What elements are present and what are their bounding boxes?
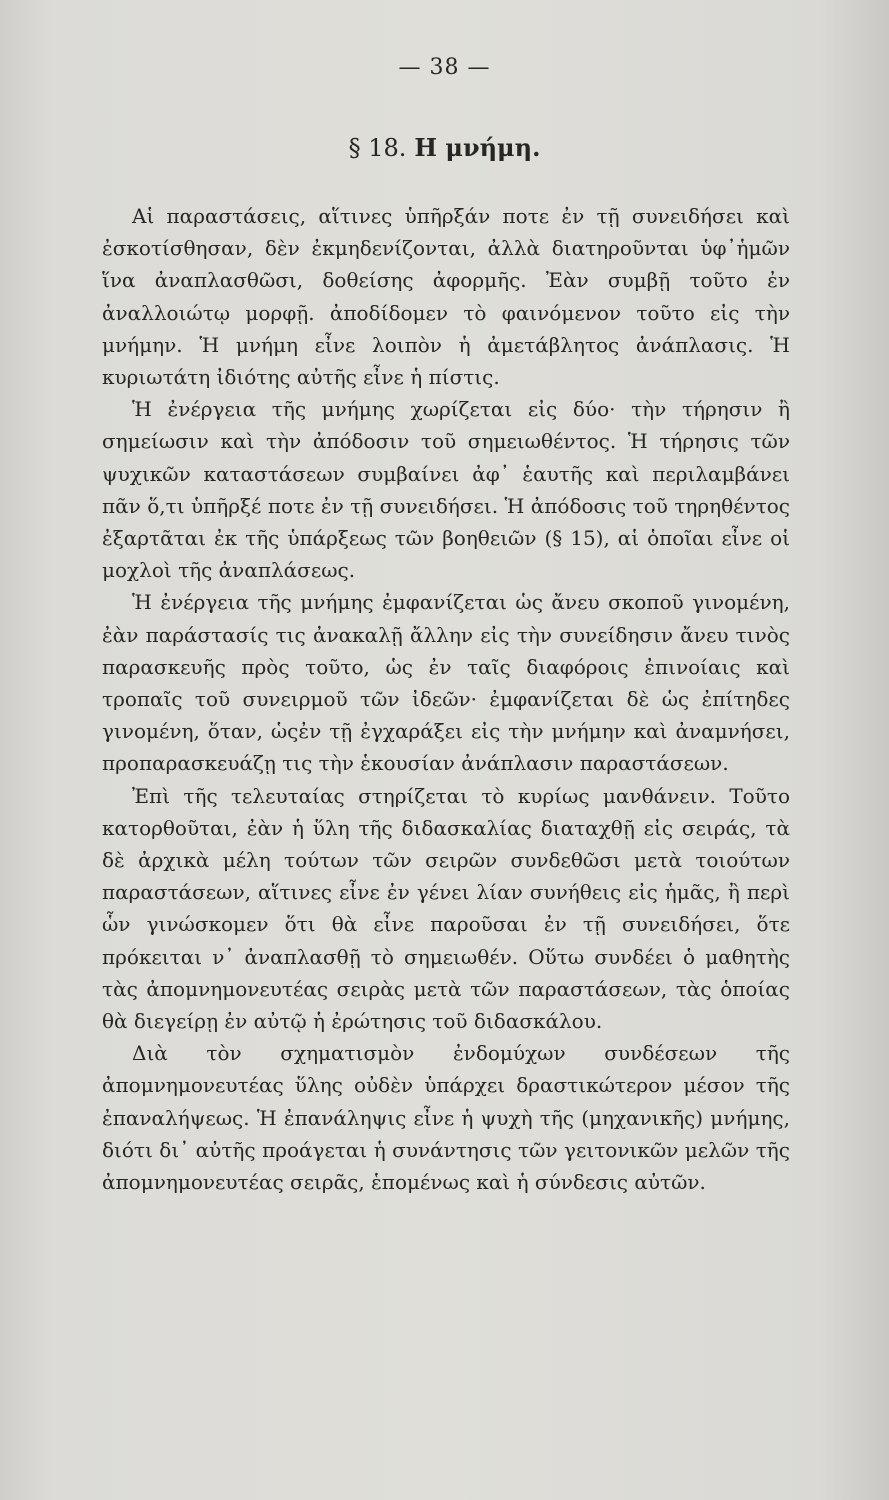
section-number: § 18. (348, 134, 407, 162)
paragraph: Ἐπὶ τῆς τελευταίας στηρίζεται τὸ κυρίως μανθάνειν. Τοῦτο κατορθοῦται, ἐὰν ἡ ὕλη τῆς διδασκαλίας διαταχθῇ εἰς σειράς, τὰ δὲ ἀρχικὰ μέλη τούτων τῶν σειρῶν συνδεθῶσι μετὰ τοιούτων παραστάσεων, αἵτινες εἶνε ἐν γένει λίαν συνήθεις εἰς ἡμᾶς, ἢ περὶ ὧν γινώσκομεν ὅτι θὰ εἶνε παροῦσαι ἐν τῇ συνειδήσει, ὅτε πρόκειται ν᾽ ἀναπλασθῇ τὸ σημειωθέν. Οὕτω συνδέει ὁ μαθητὴς τὰς ἀπομνημονευτέας σειρὰς μετὰ τῶν παραστάσεων, τὰς ὁποίας θὰ διεγείρῃ ἐν αὐτῷ ἡ ἐρώτησις τοῦ διδασκάλου. (102, 783, 790, 1034)
paragraph: Ἡ ἐνέργεια τῆς μνήμης χωρίζεται εἰς δύο· τὴν τήρησιν ἢ σημείωσιν καὶ τὴν ἀπόδοσιν τοῦ σημειωθέντος. Ἡ τήρησις τῶν ψυχικῶν καταστάσεων συμβαίνει ἀφ᾽ ἑαυτῆς καὶ περιλαμβάνει πᾶν ὅ,τι ὑπῆρξέ ποτε ἐν τῇ συνειδήσει. Ἡ ἀπόδοσις τοῦ τηρηθέντος ἐξαρτᾶται ἐκ τῆς ὑπάρξεως τῶν βοηθειῶν (§ 15), αἱ ὁποῖαι εἶνε οἱ μοχλοὶ τῆς ἀναπλάσεως. (102, 397, 790, 583)
page-number: — 38 — (398, 55, 491, 80)
paragraph: Ἡ ἐνέργεια τῆς μνήμης ἐμφανίζεται ὡς ἄνευ σκοποῦ γινομένη, ἐὰν παράστασίς τις ἀνακαλῇ ἄλλην εἰς τὴν συνείδησιν ἄνευ τινὸς παρασκευῆς πρὸς τοῦτο, ὡς ἐν ταῖς διαφόροις ἐπινοίαις καὶ τροπαῖς τοῦ συνειρμοῦ τῶν ἰδεῶν· ἐμφανίζεται δὲ ὡς ἐπίτηδες γινομένη, ὅταν, ὡςἐν τῇ ἐγχαράξει εἰς τὴν μνήμην καὶ ἀναμνήσει, προπαρασκευάζῃ τις τὴν ἑκουσίαν ἀνάπλασιν παραστάσεων. (102, 590, 790, 776)
section-title: Η μνήμη. (414, 133, 541, 162)
paragraph: Διὰ τὸν σχηματισμὸν ἐνδομύχων συνδέσεων τῆς ἀπομνημονευτέας ὕλης οὐδὲν ὑπάρχει δραστικώτερον μέσον τῆς ἐπαναλήψεως. Ἡ ἐπανάληψις εἶνε ἡ ψυχὴ τῆς (μηχανικῆς) μνήμης, διότι δι᾽ αὐτῆς προάγεται ἡ συνάντησις τῶν γειτονικῶν μελῶν τῆς ἀπομνημονευτέας σειρᾶς, ἑπομένως καὶ ἡ σύνδεσις αὐτῶν. (102, 1041, 790, 1195)
paragraph: Αἱ παραστάσεις, αἵτινες ὑπῆρξάν ποτε ἐν τῇ συνειδήσει καὶ ἐσκοτίσθησαν, δὲν ἐκμηδενίζονται, ἀλλὰ διατηροῦνται ὑφ᾽ἡμῶν ἵνα ἀναπλασθῶσι, δοθείσης ἀφορμῆς. Ἐὰν συμβῇ τοῦτο ἐν ἀναλλοιώτῳ μορφῇ. ἀποδίδομεν τὸ φαινόμενον τοῦτο εἰς τὴν μνήμην. Ἡ μνήμη εἶνε λοιπὸν ἡ ἀμετάβλητος ἀνάπλασις. Ἡ κυριωτάτη ἰδιότης αὐτῆς εἶνε ἡ πίστις. (102, 204, 790, 390)
body-text (102, 200, 790, 1198)
section-heading (0, 133, 889, 162)
